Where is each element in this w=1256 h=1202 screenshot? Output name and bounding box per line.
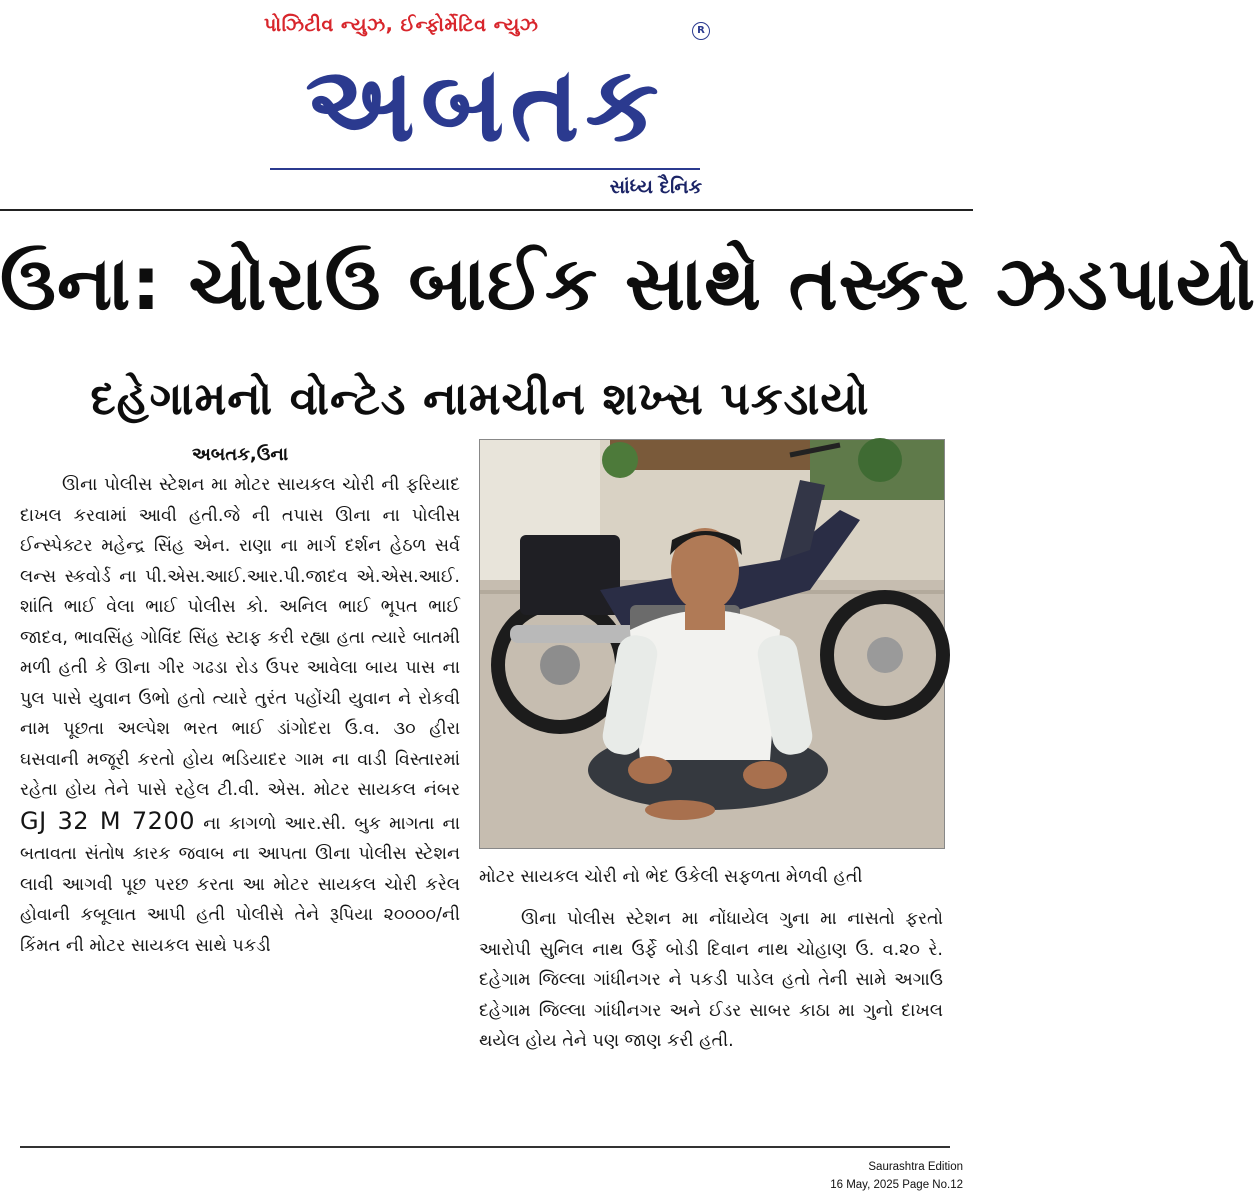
photo-caption: મોટર સાયકલ ચોરી નો ભેદ ઉકેલી સફળતા મેળવી હતી xyxy=(479,867,863,887)
article-photo xyxy=(479,439,945,849)
suspect-with-motorcycle-photo xyxy=(480,440,944,848)
masthead-divider xyxy=(0,209,973,211)
article-left-column xyxy=(20,440,460,961)
masthead-subtitle: સાંધ્ય દૈનિક xyxy=(609,176,702,198)
subheadline: દહેગામનો વોન્ટેડ નામચીન શખ્સ પકડાયો xyxy=(90,372,870,425)
masthead xyxy=(0,0,973,210)
article-body-part1: ઊના પોલીસ સ્ટેશન મા મોટર સાયકલ ચોરી ની ફરિયાદ દાખલ કરવામાં આવી હતી.જે ની તપાસ ઊના ના પોલીસ ઈન્સ્પેક્ટર મહેન્દ્ર સિંહ એન. રાણા ના માર્ગ દર્શન હેઠળ સર્વ લન્સ સ્કવોર્ડ ના પી.એસ.આઈ.આર.પી.જાદવ એ.એસ.આઈ. શાંતિ ભાઈ વેલા ભાઈ પોલીસ કો. અનિલ ભાઈ ભૂપત ભાઈ જાદવ, ભાવસિંહ ગોવિંદ સિંહ સ્ટાફ કરી રહ્યા હતા ત્યારે બાતમી મળી હતી કે ઊના ગીર ગઢડા રોડ ઉપર આવેલા બાય પાસ ના પુલ પાસે યુવાન ઉભો હતો ત્યારે તુરંત પહોંચી યુવાન ને રોકવી નામ પૂછતા અલ્પેશ ભરત ભાઈ ડાંગોદરા ઉ.વ. ૩૦ હીરા ઘસવાની મજૂરી કરતો હોય ભડિયાદર ગામ ના વાડી વિસ્તારમાં રહેતા હોય તેને પાસે રહેલ ટી.વી. એસ. મોટર સાયકલ નંબર xyxy=(20,475,460,800)
article-body-right: ઊના પોલીસ સ્ટેશન મા નોંધાયેલ ગુના મા નાસતો ફરતો આરોપી સુનિલ નાથ ઉર્ફે બોડી દિવાન નાથ ચોહાણ ઉ. વ.૨૦ રે. દહેગામ જિલ્લા ગાંધીનગર ને પકડી પાડેલ હતો તેની સામે અગાઉ દહેગામ જિલ્લા ગાંધીનગર અને ઈડર સાબર કાઠા મા ગુનો દાખલ થયેલ હોય તેને પણ જાણ કરી હતી. xyxy=(479,909,943,1051)
footer-divider xyxy=(20,1146,950,1148)
registered-trademark-icon: R xyxy=(692,22,710,40)
logo-underline xyxy=(270,168,700,170)
newspaper-logo: અબતક xyxy=(305,43,665,165)
article-body-left xyxy=(20,470,460,961)
masthead-tagline: પોઝિટીવ ન્યુઝ, ઈન્ફોર્મેટિવ ન્યુઝ xyxy=(264,14,539,36)
date-page-label: 16 May, 2025 Page No.12 xyxy=(830,1179,963,1191)
vehicle-plate-number: GJ 32 M 7200 xyxy=(20,806,195,835)
headline: ઉના: ચોરાઉ બાઈક સાથે તસ્કર ઝડપાયો xyxy=(0,241,1256,327)
article-body-part2: ના કાગળો આર.સી. બુક માગતા ના બતાવતા સંતોષ કારક જવાબ ના આપતા ઊના પોલીસ સ્ટેશન લાવી આગવી પૂછ પરછ કરતા આ મોટર સાયકલ ચોરી કરેલ હોવાની કબૂલાત આપી હતી પોલીસે તેને રૂપિયા ૨૦૦૦૦/ની કિંમત ની મોટર સાયકલ સાથે પકડી xyxy=(20,813,461,956)
article-dateline: અબતક,ઉના xyxy=(191,444,289,465)
page-footer xyxy=(830,1158,963,1194)
article-right-column xyxy=(479,862,943,1057)
edition-label: Saurashtra Edition xyxy=(868,1161,963,1173)
